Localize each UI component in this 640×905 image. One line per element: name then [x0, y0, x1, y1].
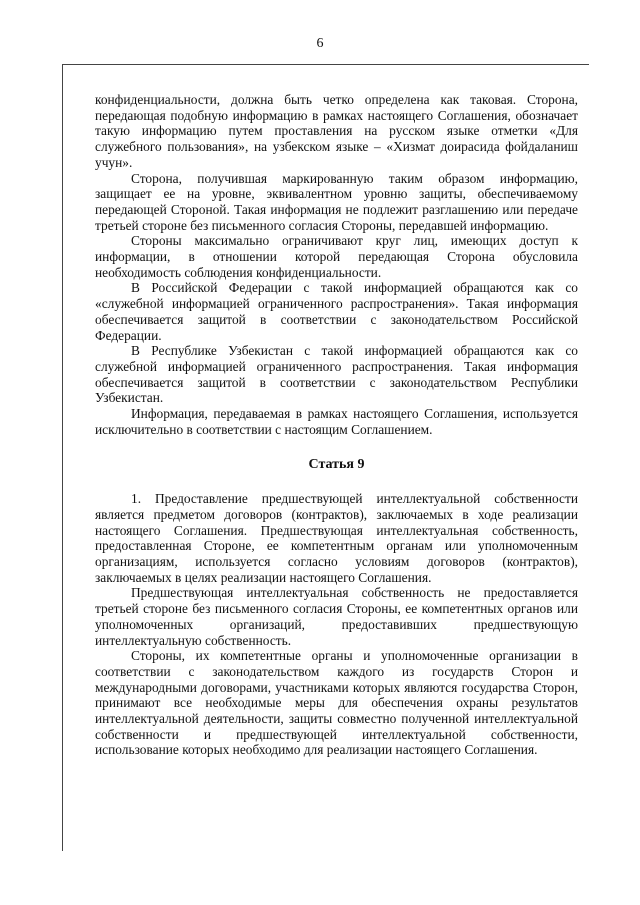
paragraph: конфиденциальности, должна быть четко определена как таковая. Сторона, передающая подобную информацию в рамках настоящего Соглашения, обозначает такую информацию путем проставления на русском языке отметки «Для служебного пользования», на узбекском языке – «Хизмат доирасида фойдаланиш учун».: [95, 92, 578, 170]
document-body: [95, 92, 578, 758]
paragraph: Предшествующая интеллектуальная собственность не предоставляется третьей стороне без письменного согласия Стороны, ее компетентных органов или уполномоченных организаций, предоставивших предшествующую интеллектуальную собственность.: [95, 585, 578, 648]
paragraph: Сторона, получившая маркированную таким образом информацию, защищает ее на уровне, эквивалентном уровню защиты, обеспечиваемому передающей Стороной. Такая информация не подлежит разглашению или передаче третьей стороне без письменного согласия Стороны, передавшей информацию.: [95, 170, 578, 233]
paragraph: Стороны максимально ограничивают круг лиц, имеющих доступ к информации, в отношении которой передающая Сторона обусловила необходимость соблюдения конфиденциальности.: [95, 233, 578, 280]
paragraph: В Республике Узбекистан с такой информацией обращаются как со служебной информацией ограниченного распространения. Такая информация обеспечивается защитой в соответствии с законодательством Республики Узбекистан.: [95, 343, 578, 406]
paragraph: Стороны, их компетентные органы и уполномоченные организации в соответствии с законодательством каждого из государств Сторон и международными договорами, участниками которых являются государства Сторон, принимают все необходимые меры для обеспечения охраны результатов интеллектуальной деятельности, защиты совместно полученной интеллектуальной собственности и предшествующей интеллектуальной собственности, использование которых необходимо для реализации настоящего Соглашения.: [95, 648, 578, 758]
paragraph: 1. Предоставление предшествующей интеллектуальной собственности является предметом договоров (контрактов), заключаемых в ходе реализации настоящего Соглашения. Предшествующая интеллектуальная собственность, предоставленная Стороне, ее компетентным органам или уполномоченным организациям, используется согласно условиям договоров (контрактов), заключаемых в целях реализации настоящего Соглашения.: [95, 491, 578, 585]
paragraph: Информация, передаваемая в рамках настоящего Соглашения, используется исключительно в соответствии с настоящим Соглашением.: [95, 406, 578, 437]
page-number: 6: [316, 36, 324, 51]
paragraph: В Российской Федерации с такой информацией обращаются как со «служебной информацией ограниченного распространения». Такая информация обеспечивается защитой в соответствии с законодательством Российской Федерации.: [95, 280, 578, 343]
article-heading: Статья 9: [308, 457, 365, 473]
